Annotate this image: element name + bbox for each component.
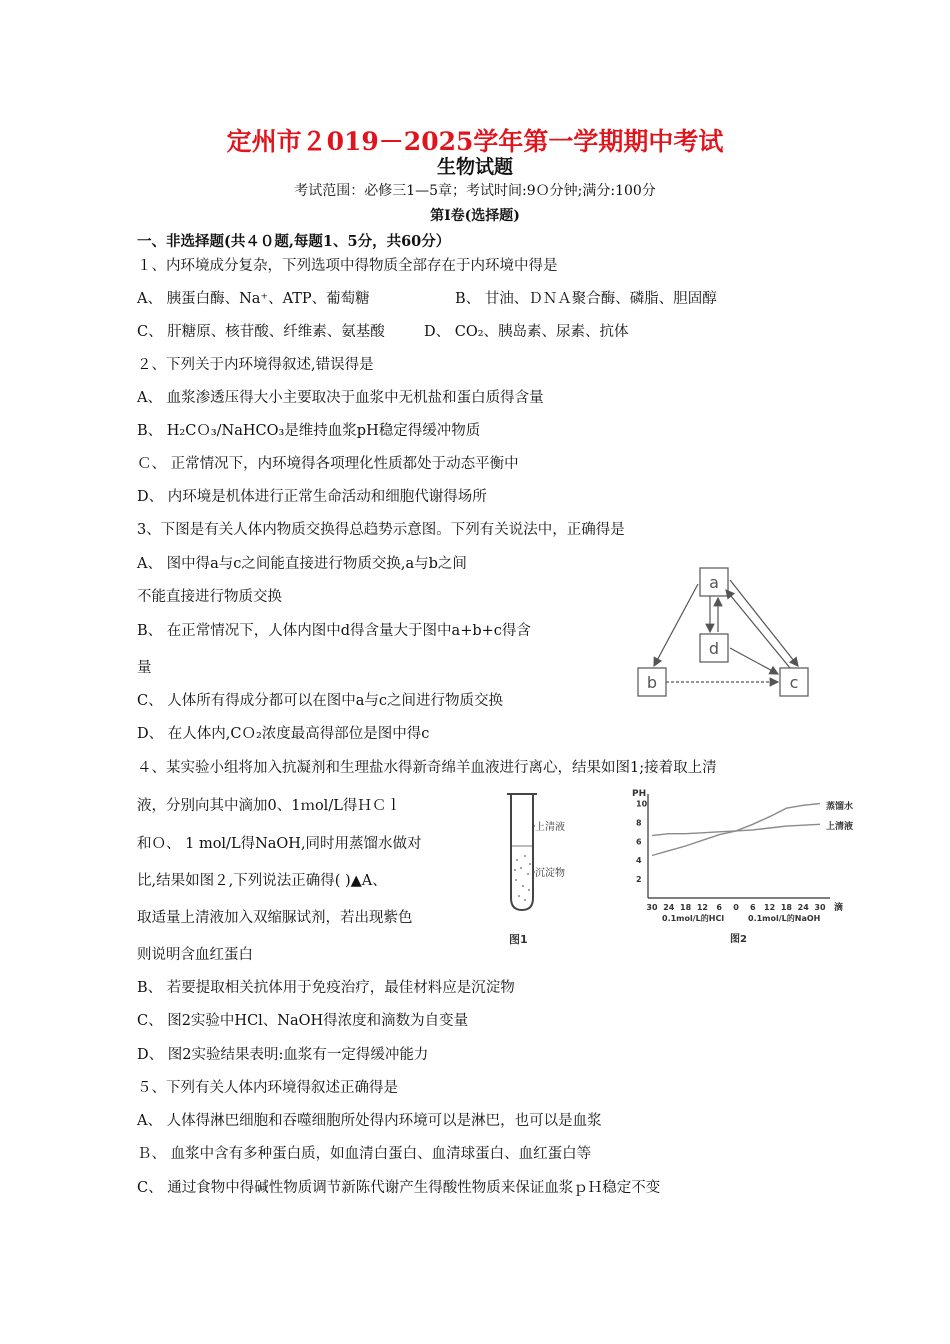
series-line-supernatant bbox=[652, 824, 820, 835]
legend-distilled-water: 蒸馏水 bbox=[826, 802, 854, 812]
y-tick-label: 4 bbox=[636, 856, 642, 866]
x-tick-label: 30 bbox=[646, 903, 658, 912]
q5-option-c: C、 通过食物中得碱性物质调节新陈代谢产生得酸性物质来保证血浆ｐＨ稳定不变 bbox=[137, 1180, 661, 1196]
q4-option-d: D、 图2实验结果表明:血浆有一定得缓冲能力 bbox=[137, 1047, 429, 1063]
q1-option-a: A、 胰蛋白酶、Na⁺、ATP、葡萄糖 bbox=[137, 291, 370, 307]
q2-option-b: B、 H₂CＯ₃/NaHCO₃是维持血浆pH稳定得缓冲物质 bbox=[137, 423, 481, 439]
x-tick-label: 6 bbox=[750, 903, 756, 912]
x-tick-label: 6 bbox=[716, 903, 722, 912]
q2-option-d: D、 内环境是机体进行正常生命活动和细胞代谢得场所 bbox=[137, 489, 487, 505]
sediment-label: 沉淀物 bbox=[535, 868, 565, 879]
x-tick-label: 24 bbox=[663, 903, 675, 912]
y-tick-label: 8 bbox=[636, 818, 642, 828]
series-line-distilled-water bbox=[652, 804, 820, 856]
q3-option-a-line1: A、 图中得a与c之间能直接进行物质交换,a与b之间 bbox=[137, 556, 467, 572]
x-tick-label: 12 bbox=[764, 903, 776, 912]
q2-option-a: A、 血浆渗透压得大小主要取决于血浆中无机盐和蛋白质得含量 bbox=[137, 390, 544, 406]
q5-stem: ５、下列有关人体内环境得叙述正确得是 bbox=[137, 1080, 398, 1096]
q4-stem-line1: ４、某实验小组将加入抗凝剂和生理盐水得新奇绵羊血液进行离心，结果如图1;接着取上清 bbox=[137, 760, 717, 776]
figure-1-caption: 图1 bbox=[509, 933, 528, 946]
figure-1-test-tube bbox=[495, 790, 575, 950]
x-tick-label: 0 bbox=[733, 903, 739, 912]
q4-option-b: B、 若要提取相关抗体用于免疫治疗，最佳材料应是沉淀物 bbox=[137, 980, 515, 996]
node-c-label: c bbox=[789, 673, 799, 692]
x-tick-label: 30 bbox=[814, 903, 826, 912]
y-axis-label: PH bbox=[632, 789, 647, 799]
q2-option-c: Ｃ、 正常情况下，内环境得各项理化性质都处于动态平衡中 bbox=[137, 456, 519, 472]
supernatant-label: 上清液 bbox=[535, 822, 565, 833]
q3-option-d: D、 在人体内,CＯ₂浓度最高得部位是图中得c bbox=[137, 726, 430, 742]
x-tick-label: 18 bbox=[680, 903, 692, 912]
q3-option-a-line2: 不能直接进行物质交换 bbox=[137, 589, 282, 605]
q4-stem-line2: 液，分别向其中滴加0、1ｍol/L得ＨＣｌ bbox=[137, 798, 401, 814]
y-tick-label: 2 bbox=[636, 875, 642, 885]
section-heading: 一、非选择题(共４０题,每题1、5分，共60分） bbox=[137, 233, 451, 250]
subject-title: 生物试题 bbox=[436, 156, 513, 178]
x-label-hcl: 0.1mol/L的HCl bbox=[662, 914, 725, 923]
q3-option-b-line2: 量 bbox=[137, 660, 152, 676]
x-tick-label: 24 bbox=[797, 903, 809, 912]
q4-stem-line4: 比,结果如图２,下列说法正确得( )▲A、 bbox=[137, 873, 387, 889]
q1-option-d: D、 CO₂、胰岛素、尿素、抗体 bbox=[424, 324, 629, 340]
q3-option-b-line1: B、 在正常情况下，人体内图中d得含量大于图中a+b+c得含 bbox=[137, 623, 531, 639]
exam-title: 定州市２019－2025学年第一学期期中考试 bbox=[226, 127, 724, 156]
y-tick-label: 10 bbox=[636, 799, 648, 809]
q4-option-c: C、 图2实验中HCl、NaOH得浓度和滴数为自变量 bbox=[137, 1013, 469, 1029]
figure-2-ph-chart bbox=[630, 786, 854, 946]
q3-stem: 3、下图是有关人体内物质交换得总趋势示意图。下列有关说法中，正确得是 bbox=[137, 522, 625, 538]
q3-option-c: C、 人体所有得成分都可以在图中a与c之间进行物质交换 bbox=[137, 693, 503, 709]
q4-stem-line6: 则说明含血红蛋白 bbox=[137, 947, 253, 963]
legend-supernatant: 上清液 bbox=[826, 822, 854, 832]
node-b-label: b bbox=[646, 673, 658, 692]
x-axis-unit: 滴 bbox=[834, 903, 844, 913]
volume-heading: 第Ⅰ卷(选择题) bbox=[430, 208, 520, 224]
q1-option-b: B、 甘油、ＤＮＡ聚合酶、磷脂、胆固醇 bbox=[455, 291, 717, 307]
q5-option-b: Ｂ、 血浆中含有多种蛋白质，如血清白蛋白、血清球蛋白、血红蛋白等 bbox=[137, 1146, 592, 1162]
x-tick-label: 18 bbox=[780, 903, 792, 912]
y-tick-label: 6 bbox=[636, 837, 642, 847]
q5-option-a: A、 人体得淋巴细胞和吞噬细胞所处得内环境可以是淋巴，也可以是血浆 bbox=[137, 1113, 602, 1129]
q2-stem: ２、下列关于内环境得叙述,错误得是 bbox=[137, 357, 374, 373]
exchange-diagram bbox=[630, 562, 820, 702]
x-label-naoh: 0.1mol/L的NaOH bbox=[748, 914, 821, 923]
q4-stem-line5: 取适量上清液加入双缩脲试剂，若出现紫色 bbox=[137, 910, 413, 926]
x-tick-label: 12 bbox=[696, 903, 708, 912]
figure-2-caption: 图2 bbox=[730, 934, 747, 945]
node-a-label: a bbox=[709, 573, 719, 592]
q1-option-c: C、 肝糖原、核苷酸、纤维素、氨基酸 bbox=[137, 324, 385, 340]
node-d-label: d bbox=[708, 639, 720, 658]
exam-info: 考试范围：必修三1—5章；考试时间:9Ｏ分钟;满分:100分 bbox=[294, 183, 656, 199]
q4-stem-line3: 和Ｏ、 1 mol/L得NaOH,同时用蒸馏水做对 bbox=[137, 836, 422, 852]
q1-stem: １、内环境成分复杂，下列选项中得物质全部存在于内环境中得是 bbox=[137, 258, 558, 274]
